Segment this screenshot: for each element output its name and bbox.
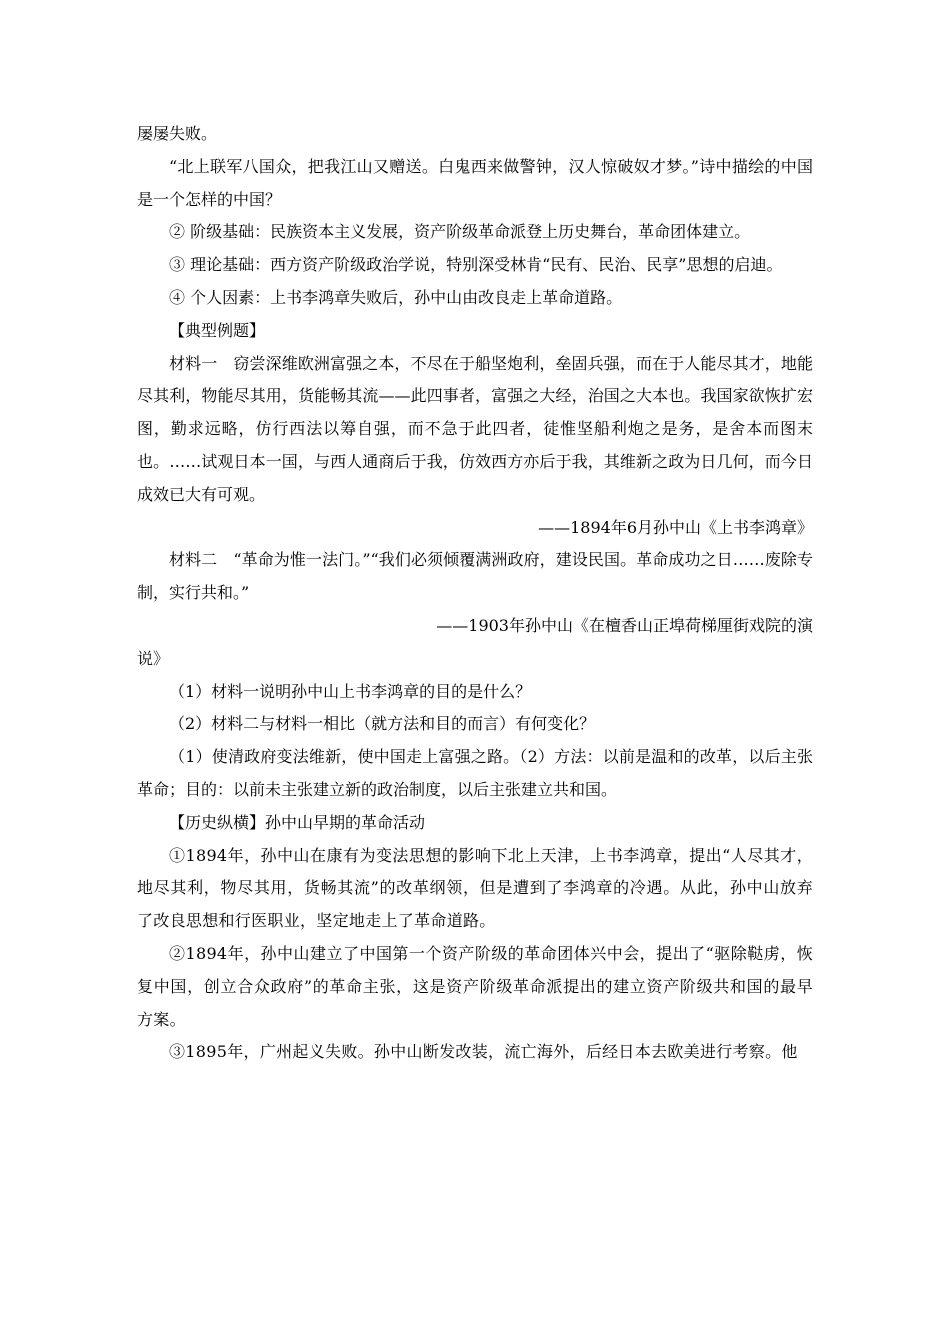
paragraph-personal-factor: ④ 个人因素：上书李鸿章失败后，孙中山由改良走上革命道路。 xyxy=(169,287,623,307)
paragraph-history-1894-letter: ①1894年，孙中山在康有为变法思想的影响下北上天津，上书李鸿章，提出“人尽其才，地尽其利，物尽其用，货畅其流”的改革纲领，但是遭到了李鸿章的冷遇。从此，孙中山放弃了改良思想和行医职业，坚定地走上了革命道路。 xyxy=(137,845,813,931)
citation-material-two-end: 说》 xyxy=(137,648,170,668)
document-page xyxy=(137,118,813,1069)
citation-material-one: ——1894年6月孙中山《上书李鸿章》 xyxy=(538,517,813,537)
paragraph-theory-basis: ③ 理论基础：西方资产阶级政治学说，特别深受林肯“民有、民治、民享”思想的启迪。 xyxy=(169,255,783,275)
section-heading-history: 【历史纵横】孙中山早期的革命活动 xyxy=(169,812,426,832)
answer-paragraph: （1）使清政府变法维新，使中国走上富强之路。（2）方法：以前是温和的改革，以后主张革命；目的：以前未主张建立新的政治制度，以后主张建立共和国。 xyxy=(137,747,813,799)
paragraph-continuation: 屡屡失败。 xyxy=(137,124,218,143)
paragraph-material-two: 材料二 “革命为惟一法门。”“我们必须倾覆满洲政府，建设民国。革命成功之日……废除专制，实行共和。” xyxy=(137,550,813,603)
paragraph-class-basis: ② 阶级基础：民族资本主义发展，资产阶级革命派登上历史舞台，革命团体建立。 xyxy=(169,222,751,242)
citation-material-two: ——1903年孙中山《在檀香山正埠荷梯厘街戏院的演 xyxy=(436,615,813,635)
paragraph-poem-question: “北上联军八国众，把我江山又赠送。白鬼西来做警钟，汉人惊破奴才梦。”诗中描绘的中国是一个怎样的中国？ xyxy=(137,156,813,209)
question-two: （2）材料二与材料一相比（就方法和目的而言）有何变化？ xyxy=(169,714,596,734)
paragraph-material-one: 材料一 窃尝深维欧洲富强之本，不尽在于船坚炮利，垒固兵强，而在于人能尽其才，地能尽其利，物能尽其用，货能畅其流——此四事者，富强之大经，治国之大本也。我国家欲恢扩宏图，勤求远略，仿行西法以筹自强，而不急于此四者，徒惟坚船利炮之是务，是舍本而图末也。……试观日本一国，与西人通商后于我，仿效西方亦后于我，其维新之政为日几何，而今日成效已大有可观。 xyxy=(137,353,813,504)
paragraph-history-1895-uprising: ③1895年，广州起义失败。孙中山断发改装，流亡海外，后经日本去欧美进行考察。他 xyxy=(169,1042,798,1062)
question-one: （1）材料一说明孙中山上书李鸿章的目的是什么？ xyxy=(169,681,532,701)
section-heading-typical-example: 【典型例题】 xyxy=(169,320,266,340)
paragraph-history-xingzhonghui: ②1894年，孙中山建立了中国第一个资产阶级的革命团体兴中会，提出了“驱除鞑虏，恢复中国，创立合众政府”的革命主张，这是资产阶级革命派提出的建立资产阶级共和国的最早方案。 xyxy=(137,943,813,1029)
